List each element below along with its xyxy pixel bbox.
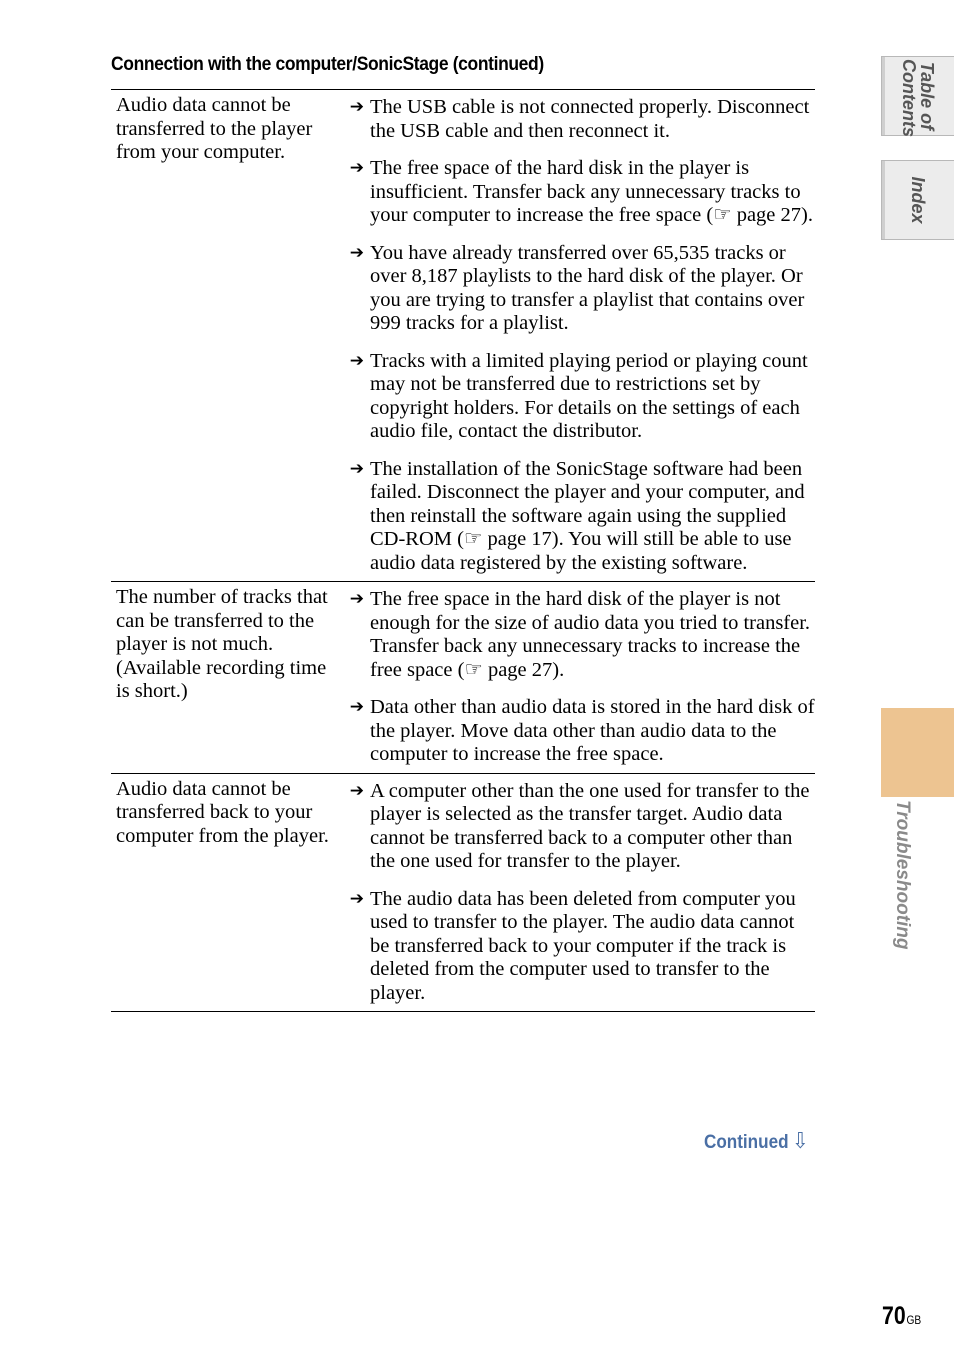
remedy-text: The audio data has been deleted from computer you used to transfer to the player. The audio data cannot be transferred back to your computer if the track is deleted from the computer used to transfer to the player. xyxy=(370,887,796,1004)
remedy-item xyxy=(340,588,815,682)
remedy-item xyxy=(340,458,815,576)
section-marker xyxy=(881,708,954,797)
page-number xyxy=(882,1302,921,1331)
arrow-right-icon: ➔ xyxy=(349,780,364,801)
remedy-text[interactable]: The installation of the SonicStage software had been failed. Disconnect the player and your computer, and then reinstall the software again using the supplied CD-ROM (☞ page 17). You will still be able to use audio data registered by the existing software. xyxy=(370,457,805,574)
tab-label: Table of Contents xyxy=(899,59,937,137)
symptom-cell: Audio data cannot be transferred to the player from your computer. xyxy=(116,94,313,163)
remedy-item xyxy=(340,888,815,1006)
remedy-text[interactable]: The free space in the hard disk of the player is not enough for the size of audio data you tried to transfer. Transfer back any unnecessary tracks to increase the free space (☞ page 27). xyxy=(370,588,811,681)
tab-label: Index xyxy=(908,176,928,224)
remedies-cell xyxy=(340,773,815,1012)
page-number-suffix: GB xyxy=(906,1313,922,1327)
arrow-right-icon: ➔ xyxy=(349,589,364,609)
arrow-down-icon: ⇩ xyxy=(792,1128,809,1153)
remedy-item xyxy=(340,696,815,767)
table-row xyxy=(111,773,815,1012)
remedy-text: The USB cable is not connected properly. Disconnect the USB cable and then reconnect it. xyxy=(370,96,810,142)
table-row xyxy=(111,90,815,582)
remedy-item xyxy=(340,157,815,228)
remedies-cell xyxy=(340,90,815,582)
tab-table-of-contents[interactable] xyxy=(881,56,954,136)
symptom-cell: The number of tracks that can be transferred to the player is not much. (Available recording time is short.) xyxy=(116,586,328,702)
remedy-text[interactable]: The free space of the hard disk in the player is insufficient. Transfer back any unnecessary tracks to your computer to increase the free space (☞ page 27). xyxy=(370,157,813,226)
remedy-item xyxy=(340,96,815,143)
remedy-text: Tracks with a limited playing period or playing count may not be transferred due to restrictions set by copyright holders. For details on the settings of each audio file, contact the distributor. xyxy=(370,349,808,442)
troubleshooting-table xyxy=(111,89,815,1012)
remedies-cell xyxy=(340,582,815,774)
remedy-text: A computer other than the one used for transfer to the player is selected as the transfer target. Audio data cannot be transferred back to a computer other than the one used for transfer to the player. xyxy=(370,779,810,872)
arrow-right-icon: ➔ xyxy=(349,242,364,263)
table-row xyxy=(111,582,815,774)
symptom-cell: Audio data cannot be transferred back to your computer from the player. xyxy=(116,777,329,847)
arrow-right-icon: ➔ xyxy=(349,97,364,117)
arrow-right-icon: ➔ xyxy=(349,888,364,909)
section-title: Connection with the computer/SonicStage (continued) xyxy=(111,54,544,75)
continued-label: Continued xyxy=(704,1132,789,1153)
continued-link[interactable] xyxy=(704,1128,812,1154)
remedy-text: Data other than audio data is stored in the hard disk of the player. Move data other than audio data to the computer to increase the free space. xyxy=(370,696,815,765)
tab-index[interactable] xyxy=(881,160,954,240)
remedy-text: You have already transferred over 65,535 tracks or over 8,187 playlists to the hard disk of the player. Or you are trying to transfer a playlist that contains over 999 tracks for a playlist. xyxy=(370,241,805,334)
page-number-value: 70 xyxy=(882,1302,906,1330)
remedy-item xyxy=(340,350,815,444)
section-label: Troubleshooting xyxy=(892,800,913,950)
remedy-item xyxy=(340,780,815,874)
arrow-right-icon: ➔ xyxy=(349,350,364,371)
arrow-right-icon: ➔ xyxy=(349,458,364,479)
arrow-right-icon: ➔ xyxy=(349,158,364,178)
remedy-item xyxy=(340,242,815,336)
arrow-right-icon: ➔ xyxy=(349,697,364,717)
